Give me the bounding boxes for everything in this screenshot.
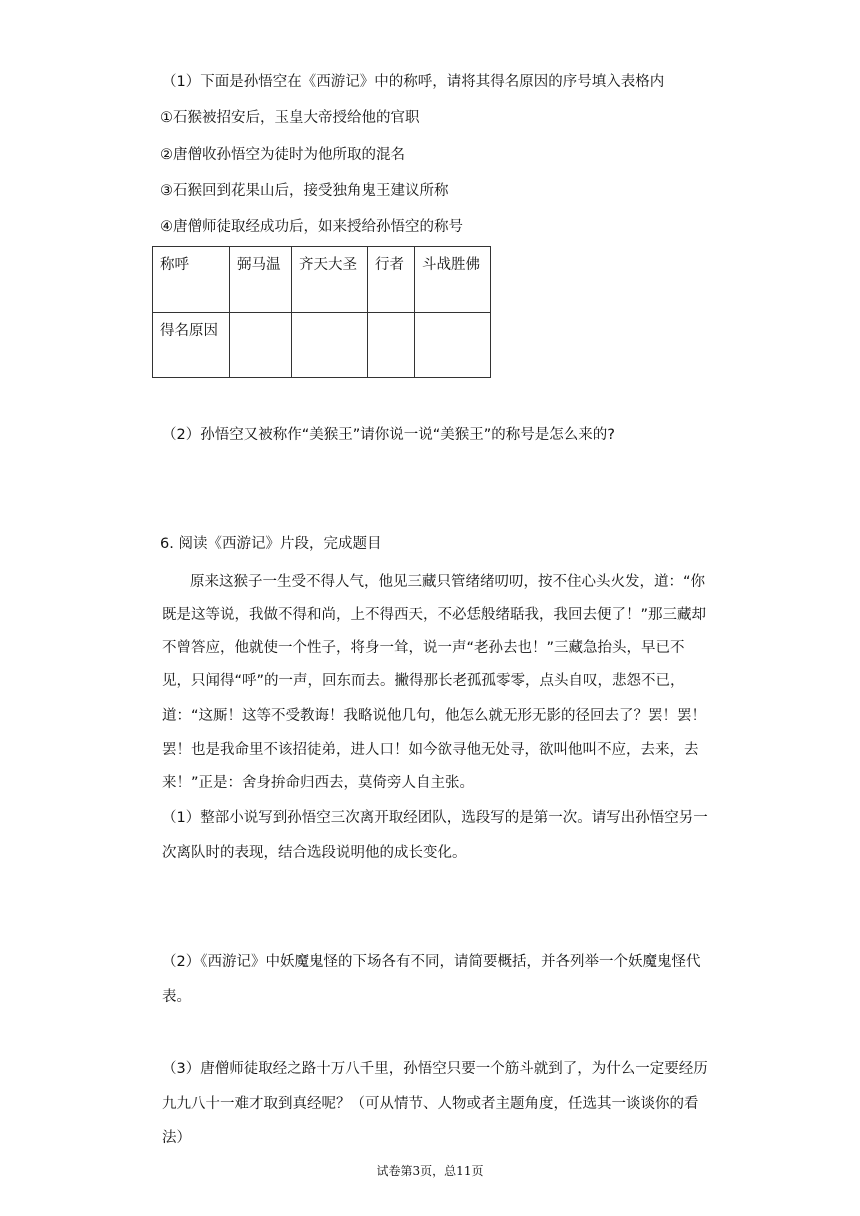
passage-line: 道：“这厮！这等不受教诲！我略说他几句，他怎么就无形无影的径回去了？罢！罢！ [162,708,707,724]
q6-title: 6. 阅读《西游记》片段，完成题目 [160,536,382,552]
table-header-cell: 齐天大圣 [292,247,368,313]
passage-line: 来！”正是：舍身拚命归西去，莫倚旁人自主张。 [162,775,475,791]
page-footer: 试卷第3页，总11页 [376,1164,484,1178]
passage-line: 既是这等说，我做不得和尚，上不得西天，不必恁般绪聒我，我回去便了！”那三藏却 [162,607,707,623]
q5-option-3: ③石猴回到花果山后，接受独角鬼王建议所称 [160,183,449,199]
q6-sub2-line: （2）《西游记》中妖魔鬼怪的下场各有不同，请简要概括，并各列举一个妖魔鬼怪代 [162,954,701,970]
q6-sub2-line: 表。 [162,989,191,1005]
table-header-cell: 行者 [368,247,415,313]
table-header-cell: 弼马温 [230,247,292,313]
q5-option-2: ②唐僧收孙悟空为徒时为他所取的混名 [160,147,405,163]
q5-option-1: ①石猴被招安后，玉皇大帝授给他的官职 [160,110,420,126]
answer-cell[interactable] [415,313,491,378]
table-row [153,313,491,378]
q6-sub3-line: （3）唐僧师徒取经之路十万八千里，孙悟空只要一个筋斗就到了，为什么一定要经历 [162,1061,708,1077]
answer-cell[interactable] [368,313,415,378]
table-header-cell: 称呼 [153,247,230,313]
answer-cell[interactable] [230,313,292,378]
passage-line: 见，只闻得“呼”的一声，回东而去。撇得那长老孤孤零零，点头自叹，悲怨不已， [162,673,685,689]
passage-line: 不曾答应，他就使一个性子，将身一耸，说一声“老孙去也！”三藏急抬头，早已不 [162,640,685,656]
passage-line: 原来这猴子一生受不得人气，他见三藏只管绪绪叨叨，按不住心头火发，道：“你 [190,574,706,590]
q6-sub3-line: 九九八十一难才取到真经呢？（可从情节、人物或者主题角度，任选其一谈谈你的看 [162,1096,699,1112]
answer-table [152,246,491,378]
table-row-label: 得名原因 [153,313,230,378]
q6-sub3-line: 法） [162,1130,191,1146]
table-header-cell: 斗战胜佛 [415,247,491,313]
q6-sub1-line: （1）整部小说写到孙悟空三次离开取经团队，选段写的是第一次。请写出孙悟空另一 [162,810,708,826]
q5-sub2: （2）孙悟空又被称作“美猴王”请你说一说“美猴王”的称号是怎么来的? [162,427,615,443]
table-header-row [153,247,491,313]
q5-sub1: （1）下面是孙悟空在《西游记》中的称呼，请将其得名原因的序号填入表格内 [162,74,665,90]
q6-sub1-line: 次离队时的表现，结合选段说明他的成长变化。 [162,845,467,861]
answer-cell[interactable] [292,313,368,378]
passage-line: 罢！也是我命里不该招徒弟，进人口！如今欲寻他无处寻，欲叫他叫不应，去来，去 [162,742,699,758]
q5-option-4: ④唐僧师徒取经成功后，如来授给孙悟空的称号 [160,219,463,235]
